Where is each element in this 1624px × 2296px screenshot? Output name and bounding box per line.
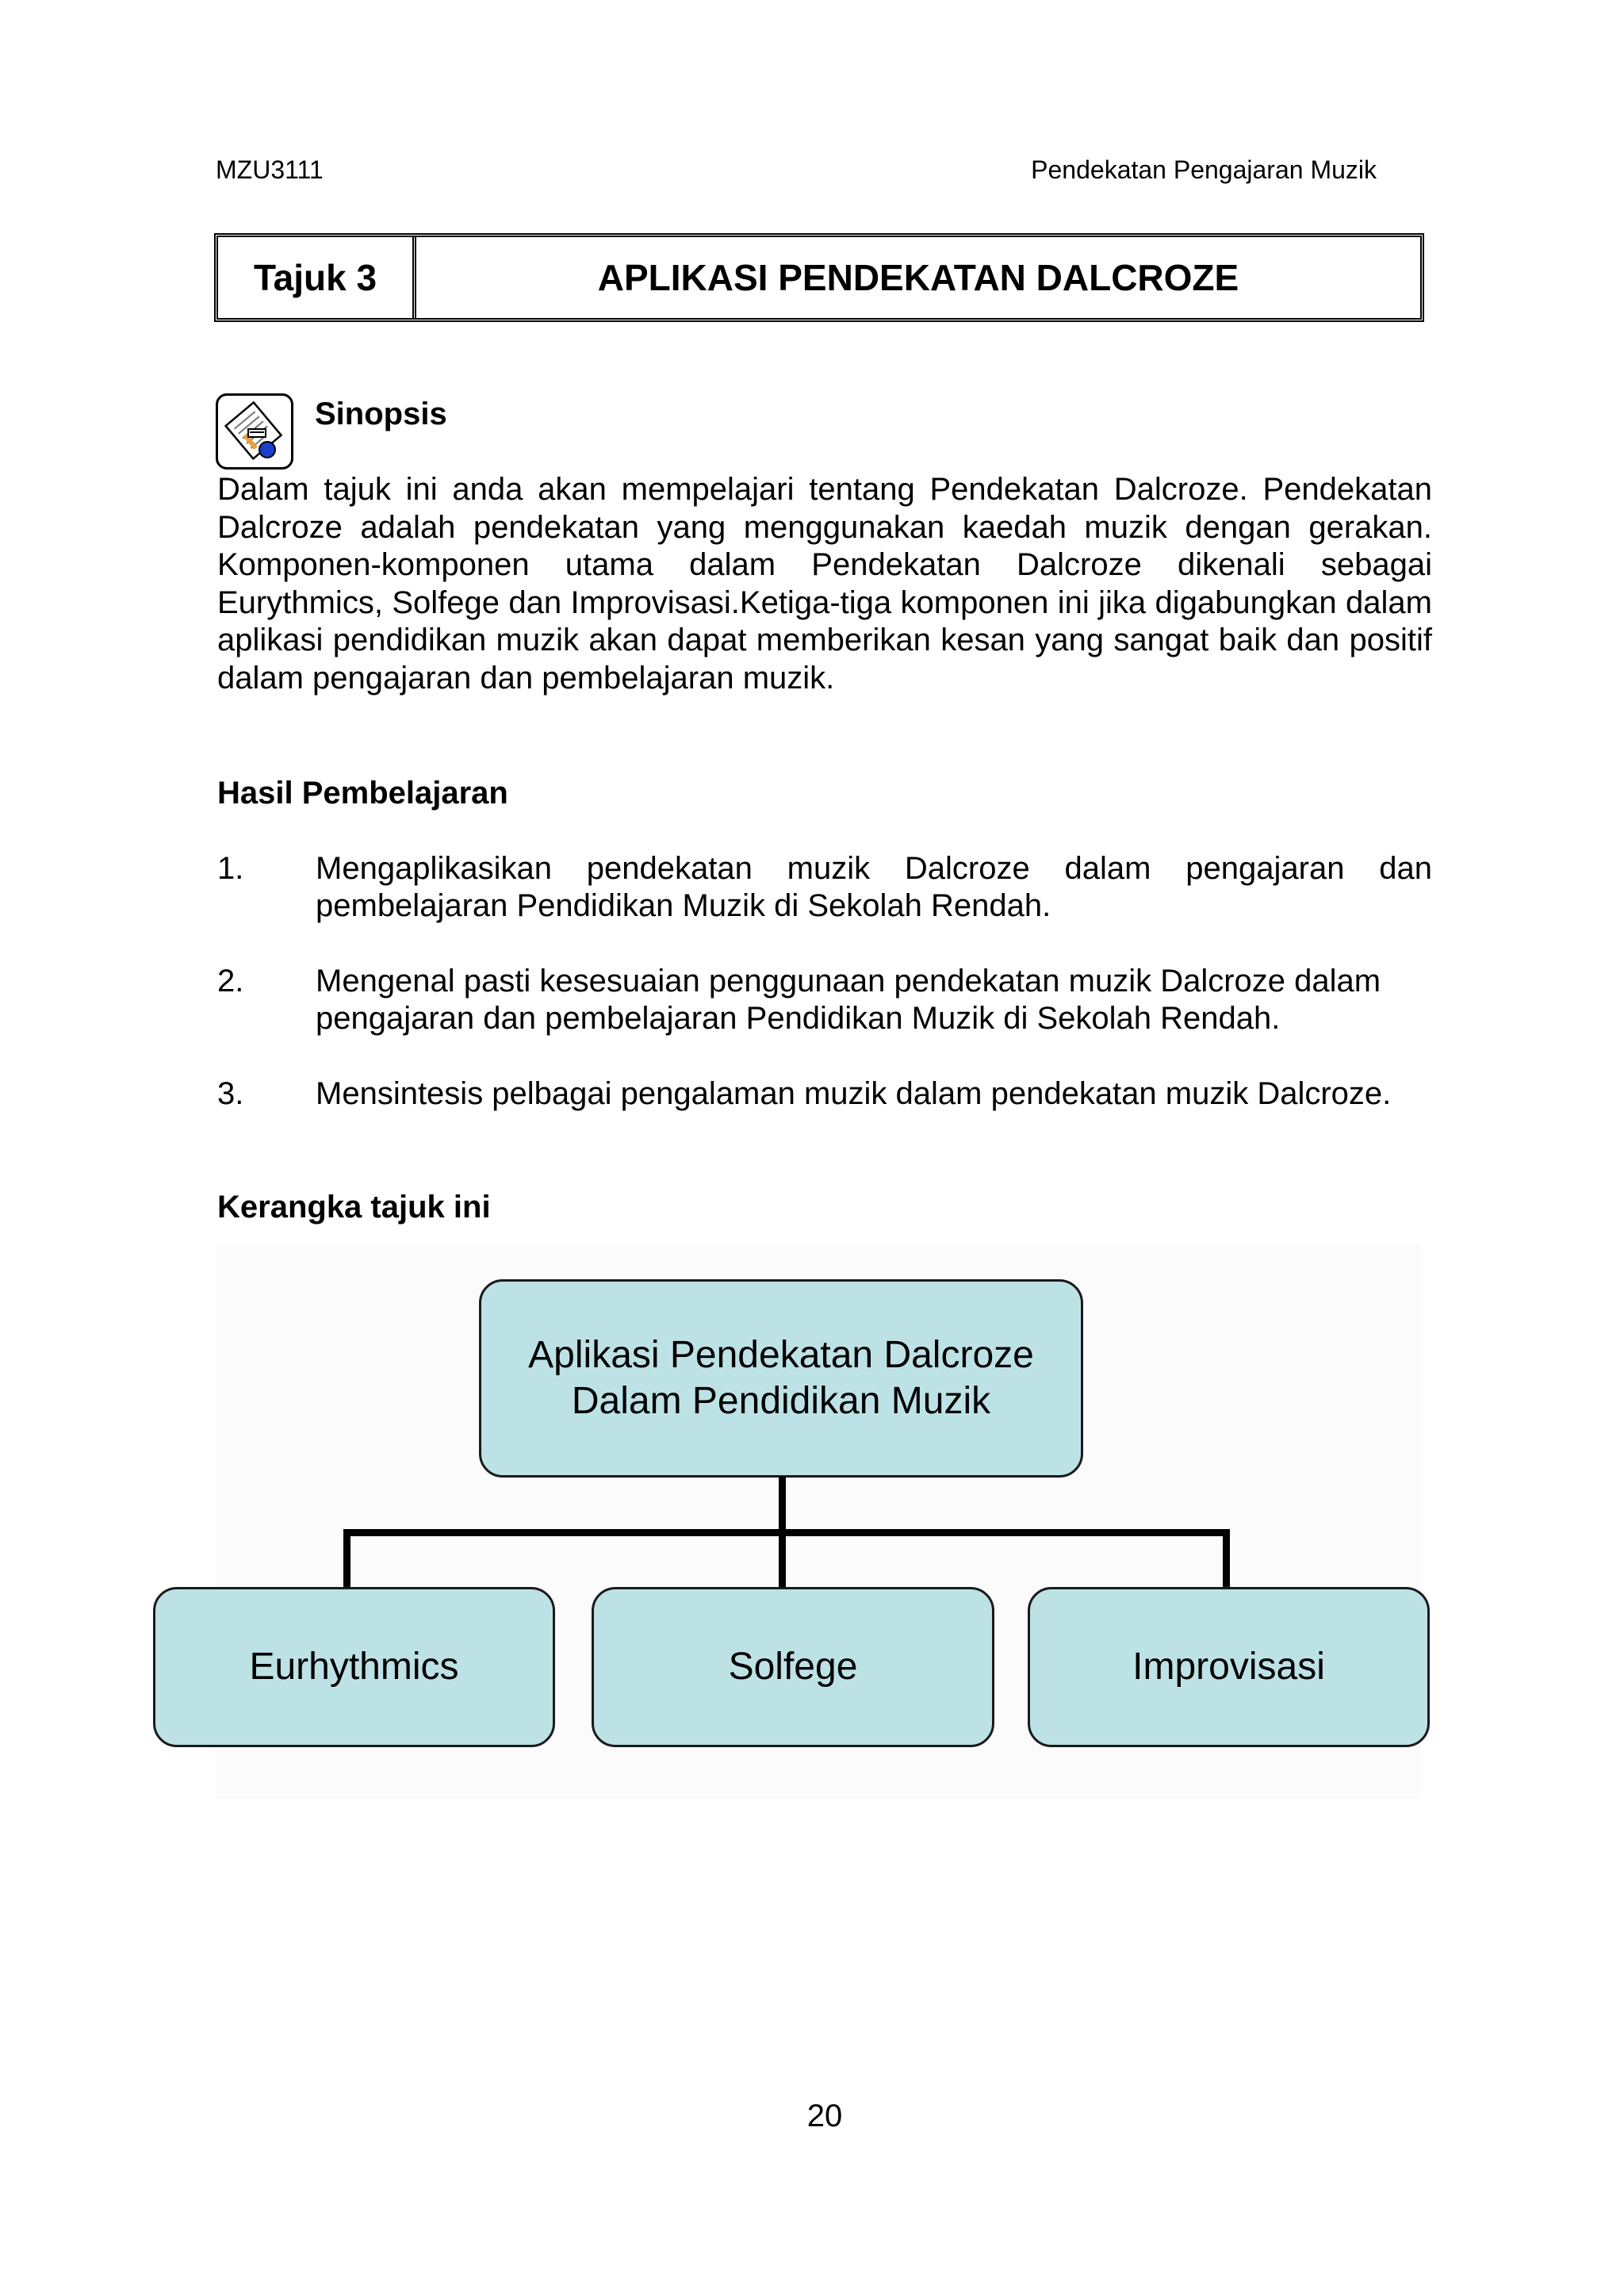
framework-background [216,1244,1421,1799]
topic-number: Tajuk 3 [218,237,416,318]
learning-outcome-text: Mengaplikasikan pendekatan muzik Dalcroze dalam pengajaran dan pembelajaran Pendidikan Muzik di Sekolah Rendah. [316,851,1432,923]
learning-outcome-item [217,850,1432,925]
topic-title: APLIKASI PENDEKATAN DALCROZE [597,257,1239,298]
learning-outcome-number: 3. [217,1076,244,1111]
learning-outcome-text: Mengenal pasti kesesuaian penggunaan pendekatan muzik Dalcroze dalam pengajaran dan pembelajaran Pendidikan Muzik di Sekolah Rendah. [316,964,1381,1036]
synopsis-paragraph: Dalam tajuk ini anda akan mempelajari tentang Pendekatan Dalcroze. Pendekatan Dalcroze adalah pendekatan yang menggunakan kaedah muzik dengan gerakan. Komponen-komponen utama dalam Pendekatan Dalcroze dikenali sebagai Eurythmics, Solfege dan Improvisasi.Ketiga-tiga komponen ini jika digabungkan dalam aplikasi pendidikan muzik akan dapat memberikan kesan yang sangat baik dan positif dalam pengajaran dan pembelajaran muzik. [217,472,1432,696]
framework-heading: Kerangka tajuk ini [217,1190,491,1225]
framework-child-label: Solfege [728,1646,858,1688]
framework-root-line1: Aplikasi Pendekatan Dalcroze [528,1334,1034,1376]
framework-root-line2: Dalam Pendidikan Muzik [571,1380,991,1422]
learning-outcome-number: 1. [217,851,244,886]
synopsis-document-icon [216,393,293,470]
learning-outcome-number: 2. [217,964,244,999]
learning-outcomes-heading: Hasil Pembelajaran [217,776,508,811]
framework-child-label: Improvisasi [1132,1646,1325,1688]
learning-outcome-text: Mensintesis pelbagai pengalaman muzik dalam pendekatan muzik Dalcroze. [316,1076,1392,1111]
synopsis-label: Sinopsis [315,397,447,431]
learning-outcome-item [217,1075,1432,1113]
topic-title-box [214,233,1424,322]
header-course-title: Pendekatan Pengajaran Muzik [1031,155,1377,184]
header-course-code: MZU3111 [216,155,324,184]
learning-outcome-item [217,963,1432,1037]
framework-child-label: Eurhythmics [249,1646,459,1688]
page-number: 20 [806,2099,843,2133]
